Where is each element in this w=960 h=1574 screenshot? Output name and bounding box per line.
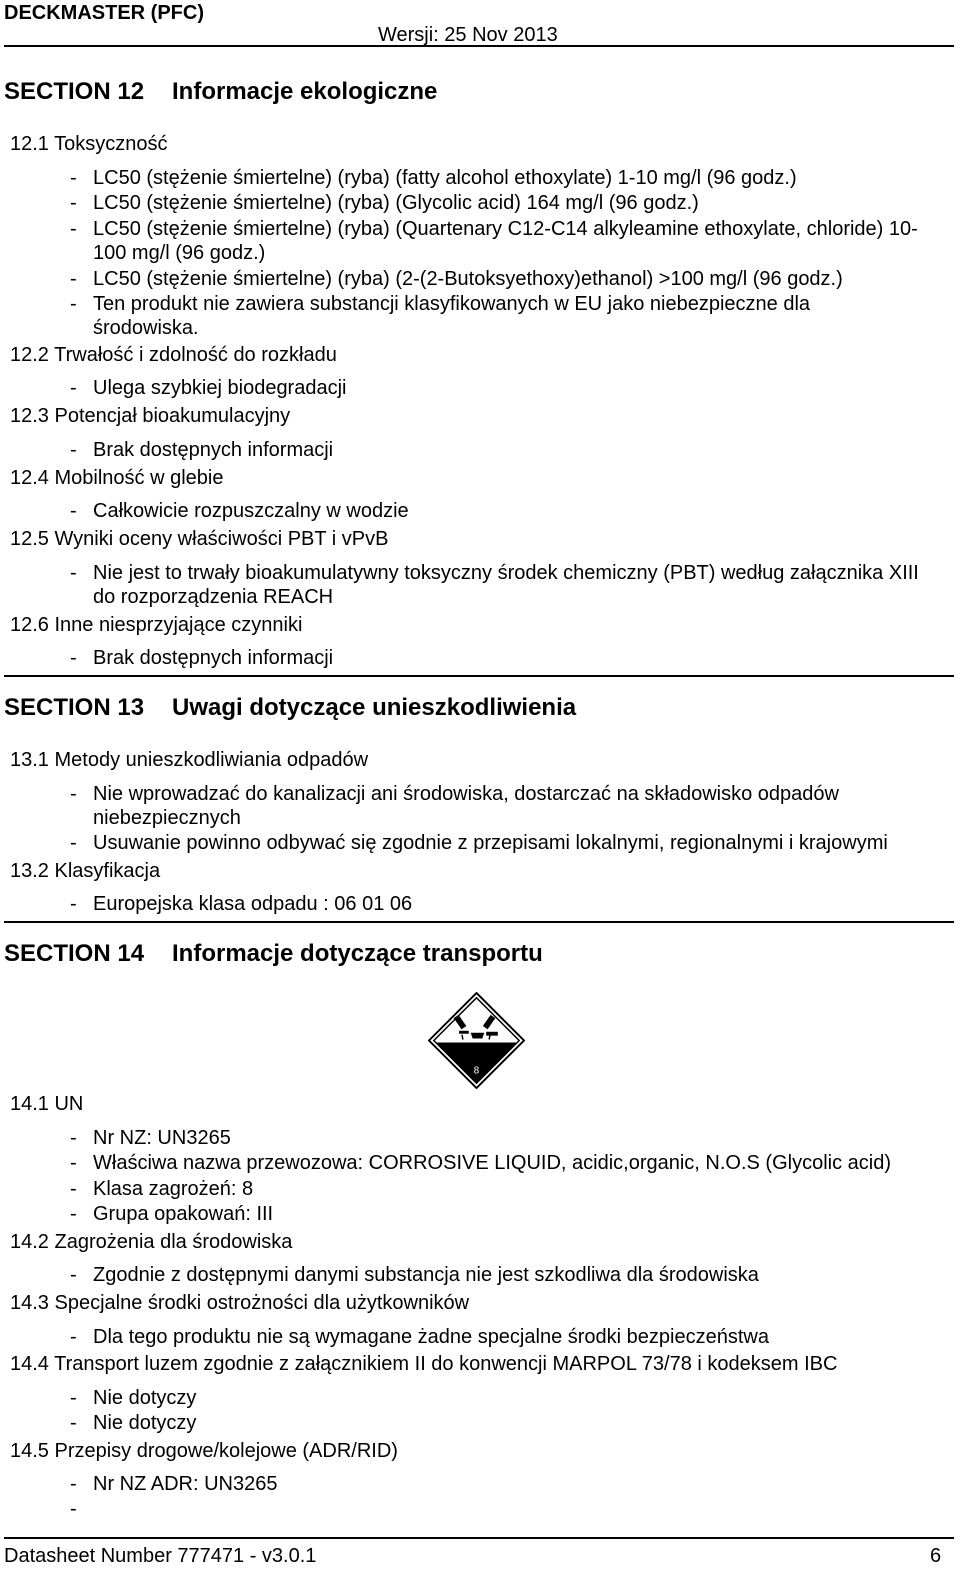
page-number: 6 — [930, 1545, 942, 1567]
section-title: Uwagi dotyczące unieszkodliwienia — [172, 694, 577, 721]
section-divider — [4, 921, 954, 923]
subsection-14-3-title: 14.3 Specjalne środki ostrożności dla użytkowników — [10, 1292, 470, 1314]
product-name: DECKMASTER (PFC) — [4, 2, 204, 24]
subsection-12-5-title: 12.5 Wyniki oceny właściwości PBT i vPvB — [10, 528, 389, 550]
section-number: SECTION 12 — [4, 78, 145, 105]
list-item: - Ulega szybkiej biodegradacji — [70, 377, 347, 399]
class-number-label: 8 — [473, 1065, 480, 1077]
list-item: - Zgodnie z dostępnymi danymi substancja nie jest szkodliwa dla środowiska — [70, 1264, 759, 1286]
list-item: - LC50 (stężenie śmiertelne) (ryba) (Glycolic acid) 164 mg/l (96 godz.) — [70, 192, 699, 214]
version-date: Wersji: 25 Nov 2013 — [378, 24, 558, 46]
section-number: SECTION 14 — [4, 940, 145, 967]
list-item: - Grupa opakowań: III — [70, 1203, 274, 1225]
list-item: - Brak dostępnych informacji — [70, 647, 334, 669]
list-item: - Nr NZ ADR: UN3265 — [70, 1473, 278, 1495]
subsection-14-2-title: 14.2 Zagrożenia dla środowiska — [10, 1231, 293, 1253]
list-item: - Właściwa nazwa przewozowa: CORROSIVE LIQUID, acidic,organic, N.O.S (Glycolic acid) — [70, 1152, 892, 1174]
subsection-12-3-title: 12.3 Potencjał bioakumulacyjny — [10, 405, 291, 427]
section-12-heading — [4, 78, 437, 106]
list-item: - LC50 (stężenie śmiertelne) (ryba) (fatty alcohol ethoxylate) 1-10 mg/l (96 godz.) — [70, 167, 797, 189]
list-item: - Ten produkt nie zawiera substancji klasyfikowanych w EU jako niebezpieczne dla środowiska. — [70, 293, 811, 339]
subsection-12-1-title: 12.1 Toksyczność — [10, 133, 168, 155]
subsection-12-4-title: 12.4 Mobilność w glebie — [10, 467, 224, 489]
subsection-14-1-title: 14.1 UN — [10, 1093, 84, 1115]
list-item: - LC50 (stężenie śmiertelne) (ryba) (Quartenary C12-C14 alkyleamine ethoxylate, chloride) 10-100 mg/l (96 godz.) — [70, 218, 918, 264]
subsection-12-2-title: 12.2 Trwałość i zdolność do rozkładu — [10, 344, 337, 366]
section-divider — [4, 675, 954, 677]
header-divider — [4, 45, 954, 47]
section-number: SECTION 13 — [4, 694, 145, 721]
list-item: - Klasa zagrożeń: 8 — [70, 1178, 254, 1200]
list-item: - Nie wprowadzać do kanalizacji ani środowiska, dostarczać na składowisko odpadów niebezpiecznych — [70, 783, 839, 829]
list-item: - Usuwanie powinno odbywać się zgodnie z przepisami lokalnymi, regionalnymi i krajowymi — [70, 832, 888, 854]
subsection-14-4-title: 14.4 Transport luzem zgodnie z załącznikiem II do konwencji MARPOL 73/78 i kodeksem IBC — [10, 1353, 838, 1375]
footer-divider — [4, 1537, 954, 1539]
list-item: - Całkowicie rozpuszczalny w wodzie — [70, 500, 409, 522]
datasheet-number: Datasheet Number 777471 - v3.0.1 — [4, 1545, 317, 1567]
section-13-heading — [4, 694, 576, 722]
subsection-12-6-title: 12.6 Inne niesprzyjające czynniki — [10, 614, 303, 636]
list-item: - Nie dotyczy — [70, 1412, 197, 1434]
subsection-13-1-title: 13.1 Metody unieszkodliwiania odpadów — [10, 749, 369, 771]
subsection-13-2-title: 13.2 Klasyfikacja — [10, 860, 161, 882]
list-item: - Nie jest to trwały bioakumulatywny toksyczny środek chemiczny (PBT) według załącznika XIII do rozporządzenia REACH — [70, 562, 919, 608]
section-14-heading — [4, 940, 543, 968]
corrosive-class-8-icon — [428, 992, 525, 1089]
subsection-14-5-title: 14.5 Przepisy drogowe/kolejowe (ADR/RID) — [10, 1440, 398, 1462]
list-item: - LC50 (stężenie śmiertelne) (ryba) (2-(2-Butoksyethoxy)ethanol) >100 mg/l (96 godz.) — [70, 268, 843, 290]
list-item: - Nr NZ: UN3265 — [70, 1127, 231, 1149]
list-item: - Dla tego produktu nie są wymagane żadne specjalne środki bezpieczeństwa — [70, 1326, 769, 1348]
section-title: Informacje dotyczące transportu — [172, 940, 543, 967]
section-title: Informacje ekologiczne — [172, 78, 438, 105]
list-item: - Nie dotyczy — [70, 1387, 197, 1409]
list-item: - Europejska klasa odpadu : 06 01 06 — [70, 893, 413, 915]
list-item: - Brak dostępnych informacji — [70, 439, 334, 461]
